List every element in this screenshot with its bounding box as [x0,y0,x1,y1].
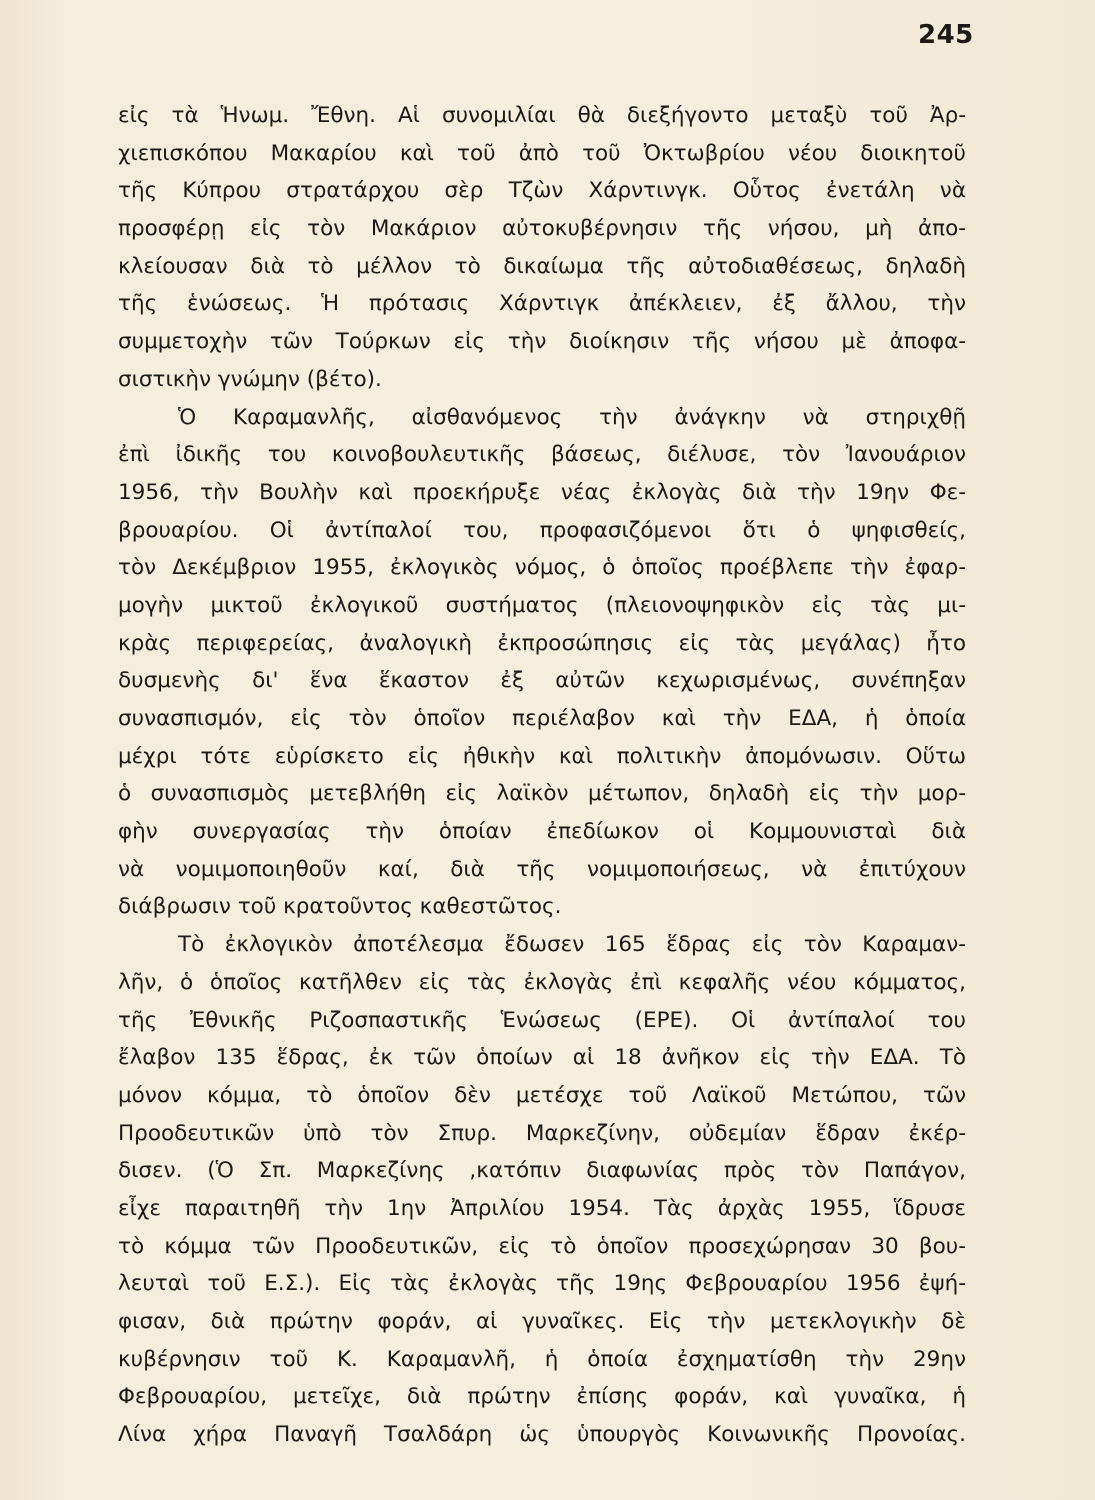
text-line: κλείουσαν διὰ τὸ μέλλον τὸ δικαίωμα τῆς αὐτοδιαθέσεως, δηλαδὴ [118,253,966,279]
text-line: δυσμενὴς δι' ἕνα ἕκαστον ἐξ αὐτῶν κεχωρισμένως, συνέπηξαν [118,668,966,694]
text-line: δισεν. (Ὁ Σπ. Μαρκεζίνης ,κατόπιν διαφωνίας πρὸς τὸν Παπάγον, [118,1158,966,1184]
text-line: 1956, τὴν Βουλὴν καὶ προεκήρυξε νέας ἐκλογὰς διὰ τὴν 19ην Φε- [118,479,966,505]
text-line: εἰς τὰ Ἡνωμ. Ἔθνη. Αἱ συνομιλίαι θὰ διεξήγοντο μεταξὺ τοῦ Ἀρ- [118,103,966,128]
text-line: νὰ νομιμοποιηθοῦν καί, διὰ τῆς νομιμοποιήσεως, νὰ ἐπιτύχουν [118,856,966,882]
text-line: εἶχε παραιτηθῆ τὴν 1ην Ἀπριλίου 1954. Τὰς ἀρχὰς 1955, ἵδρυσε [118,1195,966,1221]
page-number: 245 [918,20,974,50]
text-line: ἐπὶ ἰδικῆς του κοινοβουλευτικῆς βάσεως, διέλυσε, τὸν Ἰανουάριον [118,442,966,468]
text-line: ὁ συνασπισμὸς μετεβλήθη εἰς λαϊκὸν μέτωπον, δηλαδὴ εἰς τὴν μορ- [118,781,966,807]
text-line: μέχρι τότε εὑρίσκετο εἰς ἠθικὴν καὶ πολιτικὴν ἀπομόνωσιν. Οὕτω [118,743,966,769]
text-line: βρουαρίου. Οἱ ἀντίπαλοί του, προφασιζόμενοι ὅτι ὁ ψηφισθείς, [118,517,966,543]
text-line: Ὁ Καραμανλῆς, αἰσθανόμενος τὴν ἀνάγκην νὰ στηριχθῇ [178,404,966,430]
text-line: ἔλαβον 135 ἕδρας, ἐκ τῶν ὁποίων αἱ 18 ἀνῆκον εἰς τὴν ΕΔΑ. Τὸ [118,1045,966,1071]
text-line: τῆς Κύπρου στρατάρχου σὲρ Τζὼν Χάρντινγκ. Οὗτος ἐνετάλη νὰ [118,178,966,204]
text-line: τὸν Δεκέμβριον 1955, ἐκλογικὸς νόμος, ὁ ὁποῖος προέβλεπε τὴν ἐφαρ- [118,555,966,581]
text-line: λευταὶ τοῦ Ε.Σ.). Εἰς τὰς ἐκλογὰς τῆς 19ης Φεβρουαρίου 1956 ἐψή- [118,1271,966,1297]
text-line: Λίνα χήρα Παναγῆ Τσαλδάρη ὡς ὑπουργὸς Κοινωνικῆς Προνοίας. [118,1422,966,1448]
text-line: χιεπισκόπου Μακαρίου καὶ τοῦ ἀπὸ τοῦ Ὀκτωβρίου νέου διοικητοῦ [118,140,966,166]
text-line: φισαν, διὰ πρώτην φοράν, αἱ γυναῖκες. Εἰς τὴν μετεκλογικὴν δὲ [118,1309,966,1334]
text-line: τῆς ἑνώσεως. Ἡ πρότασις Χάρντιγκ ἀπέκλειεν, ἐξ ἄλλου, τὴν [118,291,966,317]
text-line: κυβέρνησιν τοῦ Κ. Καραμανλῆ, ἡ ὁποία ἐσχηματίσθη τὴν 29ην [118,1346,966,1372]
text-line: συνασπισμόν, εἰς τὸν ὁποῖον περιέλαβον καὶ τὴν ΕΔΑ, ἡ ὁποία [118,706,966,731]
text-line: συμμετοχὴν τῶν Τούρκων εἰς τὴν διοίκησιν τῆς νήσου μὲ ἀποφα- [118,329,966,355]
text-line: μόνον κόμμα, τὸ ὁποῖον δὲν μετέσχε τοῦ Λαϊκοῦ Μετώπου, τῶν [118,1082,966,1108]
text-line: κρὰς περιφερείας, ἀναλογικὴ ἐκπροσώπησις εἰς τὰς μεγάλας) ἦτο [118,630,966,656]
text-line: τὸ κόμμα τῶν Προοδευτικῶν, εἰς τὸ ὁποῖον προσεχώρησαν 30 βου- [118,1233,966,1259]
text-line: μογὴν μικτοῦ ἐκλογικοῦ συστήματος (πλειονοψηφικὸν εἰς τὰς μι- [118,592,966,618]
body-text [118,97,966,1454]
text-line: τῆς Ἐθνικῆς Ριζοσπαστικῆς Ἑνώσεως (ΕΡΕ). Οἱ ἀντίπαλοί του [118,1007,966,1033]
text-line: Τὸ ἐκλογικὸν ἀποτέλεσμα ἔδωσεν 165 ἕδρας εἰς τὸν Καραμαν- [178,932,966,958]
text-line: προσφέρῃ εἰς τὸν Μακάριον αὐτοκυβέρνησιν τῆς νήσου, μὴ ἀπο- [118,216,966,242]
text-line: διάβρωσιν τοῦ κρατοῦντος καθεστῶτος. [118,894,562,920]
text-line: σιστικὴν γνώμην (βέτο). [118,366,382,392]
text-line: Προοδευτικῶν ὑπὸ τὸν Σπυρ. Μαρκεζίνην, οὐδεμίαν ἕδραν ἐκέρ- [118,1120,966,1146]
text-line: λῆν, ὁ ὁποῖος κατῆλθεν εἰς τὰς ἐκλογὰς ἐπὶ κεφαλῆς νέου κόμματος, [118,969,966,995]
text-line: Φεβρουαρίου, μετεῖχε, διὰ πρώτην ἐπίσης φοράν, καὶ γυναῖκα, ἡ [118,1384,966,1410]
text-line: φὴν συνεργασίας τὴν ὁποίαν ἐπεδίωκον οἱ Κομμουνισταὶ διὰ [118,819,966,845]
